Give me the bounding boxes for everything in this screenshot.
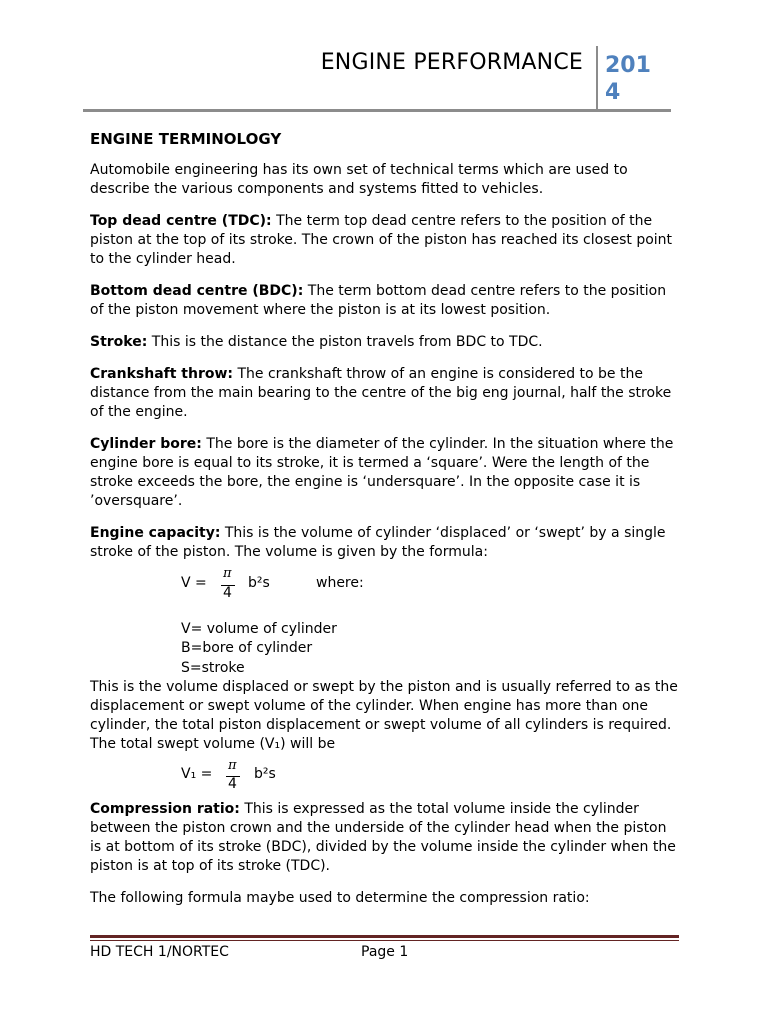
term-definition: This is expressed as the total volume inside the cylinder between the piston crown and the underside of the cylinder head when the piston is at bottom of its stroke (BDC), divided by the volume inside the cylinder when the piston is at top of its stroke (TDC). xyxy=(90,800,676,874)
document-body xyxy=(90,129,682,921)
variable-item: S=stroke xyxy=(181,659,245,676)
footer-rule-thin xyxy=(90,940,679,941)
formula-rhs: b²s xyxy=(254,765,276,782)
footer-course: HD TECH 1/NORTEC xyxy=(90,944,229,960)
formula-denominator: 4 xyxy=(223,585,232,601)
swept-volume-paragraph: This is the volume displaced or swept by the piston and is usually referred to as the displacement or swept volume of the cylinder. When engine has more than one cylinder, the total piston displacement or swept volume of all cylinders is required. The total swept volume (V₁) will be xyxy=(90,678,678,752)
term-label: Bottom dead centre (BDC): xyxy=(90,283,304,299)
term-definition: The bore is the diameter of the cylinder. In the situation where the engine bore is equal to its stroke, it is termed a ‘square’. Were the length of the stroke exceeds the bore, the engine is ‘undersquare’. In the opposite case it is ’oversquare’. xyxy=(90,436,674,509)
term-label: Crankshaft throw: xyxy=(90,366,234,382)
formula-lhs: V₁ = xyxy=(181,765,213,782)
formula-rhs: b²s xyxy=(248,575,270,591)
page-number: Page 1 xyxy=(361,944,409,960)
variable-list xyxy=(181,620,682,678)
variable-item: B=bore of cylinder xyxy=(181,640,313,657)
term-paragraph xyxy=(90,212,682,269)
term-definition: This is the volume of cylinder ‘displaced’ or ‘swept’ by a single stroke of the piston. The volume is given by the formula: xyxy=(90,525,666,560)
formula-lhs: V = xyxy=(181,575,207,591)
formula-denominator: 4 xyxy=(228,775,237,792)
formula-numerator: π xyxy=(228,757,237,773)
variable-item: V= volume of cylinder xyxy=(181,621,337,637)
formula-where: where: xyxy=(316,575,364,591)
header-rule xyxy=(83,109,671,112)
term-paragraph xyxy=(90,524,682,562)
formula-numerator: π xyxy=(223,566,232,581)
term-label: Cylinder bore: xyxy=(90,436,202,452)
header-title: ENGINE PERFORMANCE xyxy=(320,50,583,75)
term-label: Compression ratio: xyxy=(90,800,240,817)
total-volume-formula xyxy=(90,756,682,800)
section-heading: ENGINE TERMINOLOGY xyxy=(90,130,282,148)
term-definition: This is the distance the piston travels from BDC to TDC. xyxy=(147,334,543,350)
term-label: Stroke: xyxy=(90,334,148,350)
header-year: 2014 xyxy=(605,53,651,105)
term-paragraph xyxy=(90,800,682,876)
term-label: Top dead centre (TDC): xyxy=(90,213,272,229)
footer-rule xyxy=(90,935,679,938)
closing-paragraph: The following formula maybe used to determine the compression ratio: xyxy=(90,889,590,906)
header-divider xyxy=(596,46,598,110)
term-paragraph xyxy=(90,365,682,422)
term-paragraph xyxy=(90,282,682,320)
term-label: Engine capacity: xyxy=(90,525,221,541)
term-definition: The term bottom dead centre refers to the position of the piston movement where the piston is at its lowest position. xyxy=(90,283,667,318)
volume-formula xyxy=(90,566,682,606)
term-paragraph xyxy=(90,435,682,511)
term-definition: The crankshaft throw of an engine is considered to be the distance from the main bearing to the centre of the big eng journal, half the stroke of the engine. xyxy=(90,366,672,420)
intro-paragraph: Automobile engineering has its own set of technical terms which are used to describe the various components and systems fitted to vehicles. xyxy=(90,162,628,197)
term-definition: The term top dead centre refers to the position of the piston at the top of its stroke. The crown of the piston has reached its closest point to the cylinder head. xyxy=(90,213,673,267)
term-paragraph xyxy=(90,333,682,352)
